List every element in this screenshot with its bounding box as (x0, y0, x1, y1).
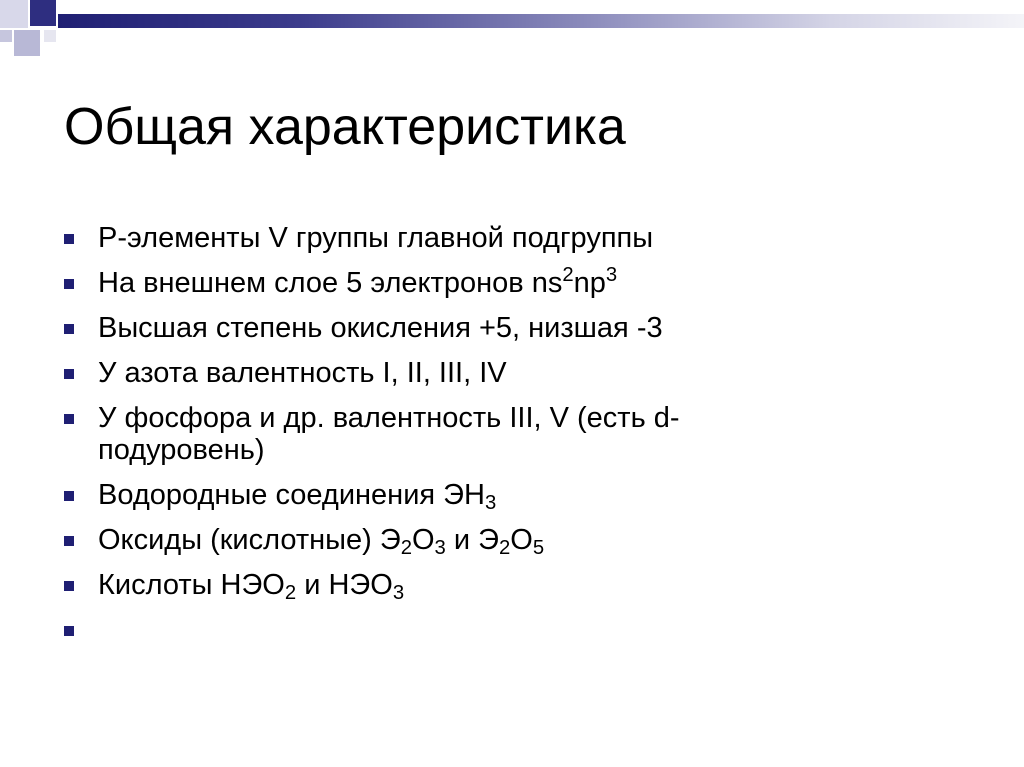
bullet-text (98, 222, 653, 254)
subscript: 5 (532, 537, 545, 560)
square-bullet-icon (64, 536, 74, 546)
bullet-item (64, 312, 964, 344)
bullet-text-run: Оксиды (кислотные) Э (98, 524, 401, 556)
bullet-text-run: Кислоты НЭО (98, 569, 285, 601)
bullet-text-run: и Э (445, 524, 499, 556)
bullet-text-run: На внешнем слое 5 электронов ns (98, 267, 563, 299)
header-gradient-band (58, 14, 1024, 28)
bullet-item (64, 524, 964, 560)
decor-square (44, 30, 56, 42)
decor-square (0, 0, 28, 28)
superscript: 2 (562, 263, 574, 286)
square-bullet-icon (64, 369, 74, 379)
square-bullet-icon (64, 414, 74, 424)
slide-title: Общая характеристика (64, 98, 626, 156)
superscript: 3 (605, 263, 618, 286)
subscript: 3 (434, 537, 446, 560)
bullet-text-run: Р-элементы V группы главной подгруппы (98, 222, 654, 254)
bullet-text-run: У азота валентность I, II, III, IV (98, 357, 507, 389)
subscript: 3 (392, 582, 405, 605)
bullet-text (98, 479, 497, 515)
square-bullet-icon (64, 324, 74, 334)
bullet-text (98, 312, 663, 344)
bullet-text (98, 614, 964, 646)
decor-square (14, 30, 40, 56)
subscript: 2 (284, 582, 297, 605)
bullet-text-run: и НЭО (296, 569, 393, 601)
bullet-list (64, 222, 964, 659)
subscript: 2 (499, 537, 511, 560)
decor-square (30, 0, 56, 26)
square-bullet-icon (64, 279, 74, 289)
bullet-text-run: О (411, 524, 435, 556)
bullet-item (64, 614, 964, 646)
bullet-item (64, 263, 964, 299)
subscript: 3 (484, 492, 497, 515)
decor-square (0, 30, 12, 42)
bullet-text-run: О (510, 524, 533, 556)
bullet-item (64, 569, 964, 605)
square-bullet-icon (64, 234, 74, 244)
bullet-text (98, 357, 507, 389)
bullet-item (64, 222, 964, 254)
bullet-text (98, 402, 680, 466)
bullet-text-run: np (573, 267, 606, 299)
bullet-item (64, 479, 964, 515)
bullet-text-run: Высшая степень окисления +5, низшая -3 (98, 312, 663, 344)
square-bullet-icon (64, 491, 74, 501)
bullet-item (64, 357, 964, 389)
square-bullet-icon (64, 581, 74, 591)
bullet-text-run: Водородные соединения ЭН (98, 479, 485, 511)
bullet-item (64, 402, 964, 466)
subscript: 2 (400, 537, 412, 560)
bullet-text (98, 569, 405, 605)
square-bullet-icon (64, 626, 74, 636)
bullet-text (98, 263, 618, 299)
bullet-text (98, 524, 545, 560)
bullet-text-run: У фосфора и др. валентность III, V (есть d- (98, 402, 680, 434)
bullet-text-run: подуровень) (98, 434, 265, 466)
